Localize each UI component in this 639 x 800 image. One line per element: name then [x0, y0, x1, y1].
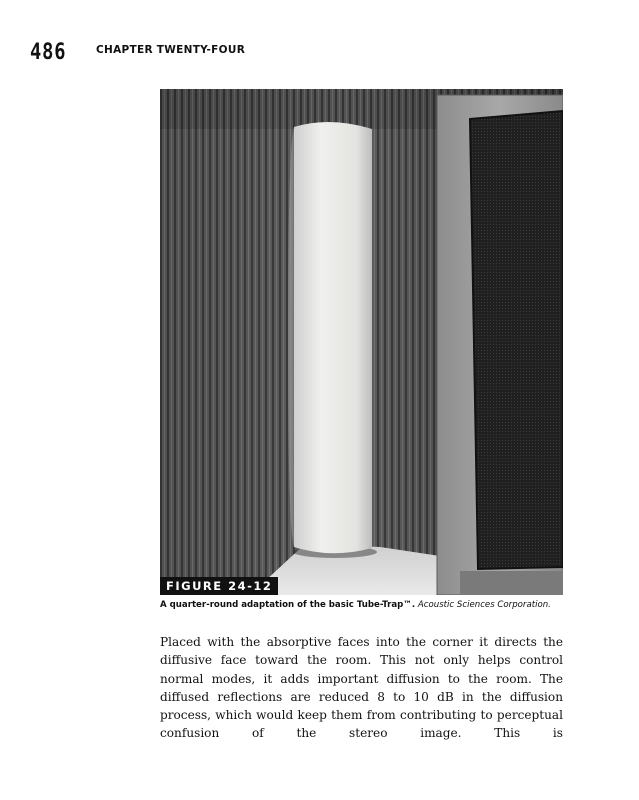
- figure-photo: [160, 89, 563, 595]
- figure-label: FIGURE 24-12: [160, 577, 278, 595]
- caption-main: A quarter-round adaptation of the basic Tube-Trap™.: [160, 600, 416, 610]
- figure-caption: [160, 600, 570, 610]
- page-number: 486: [30, 40, 67, 65]
- body-paragraph: Placed with the absorptive faces into the corner it directs the diffusive face toward the room. This not only helps control normal modes, it adds important diffusion to the room. The diffused reflections are reduced 8 to 10 dB in the diffusion process, which would keep them from contributing to perceptual confusion of the stereo image. This is: [160, 635, 563, 741]
- chapter-title: CHAPTER TWENTY-FOUR: [96, 44, 246, 56]
- caption-credit: Acoustic Sciences Corporation.: [417, 600, 551, 610]
